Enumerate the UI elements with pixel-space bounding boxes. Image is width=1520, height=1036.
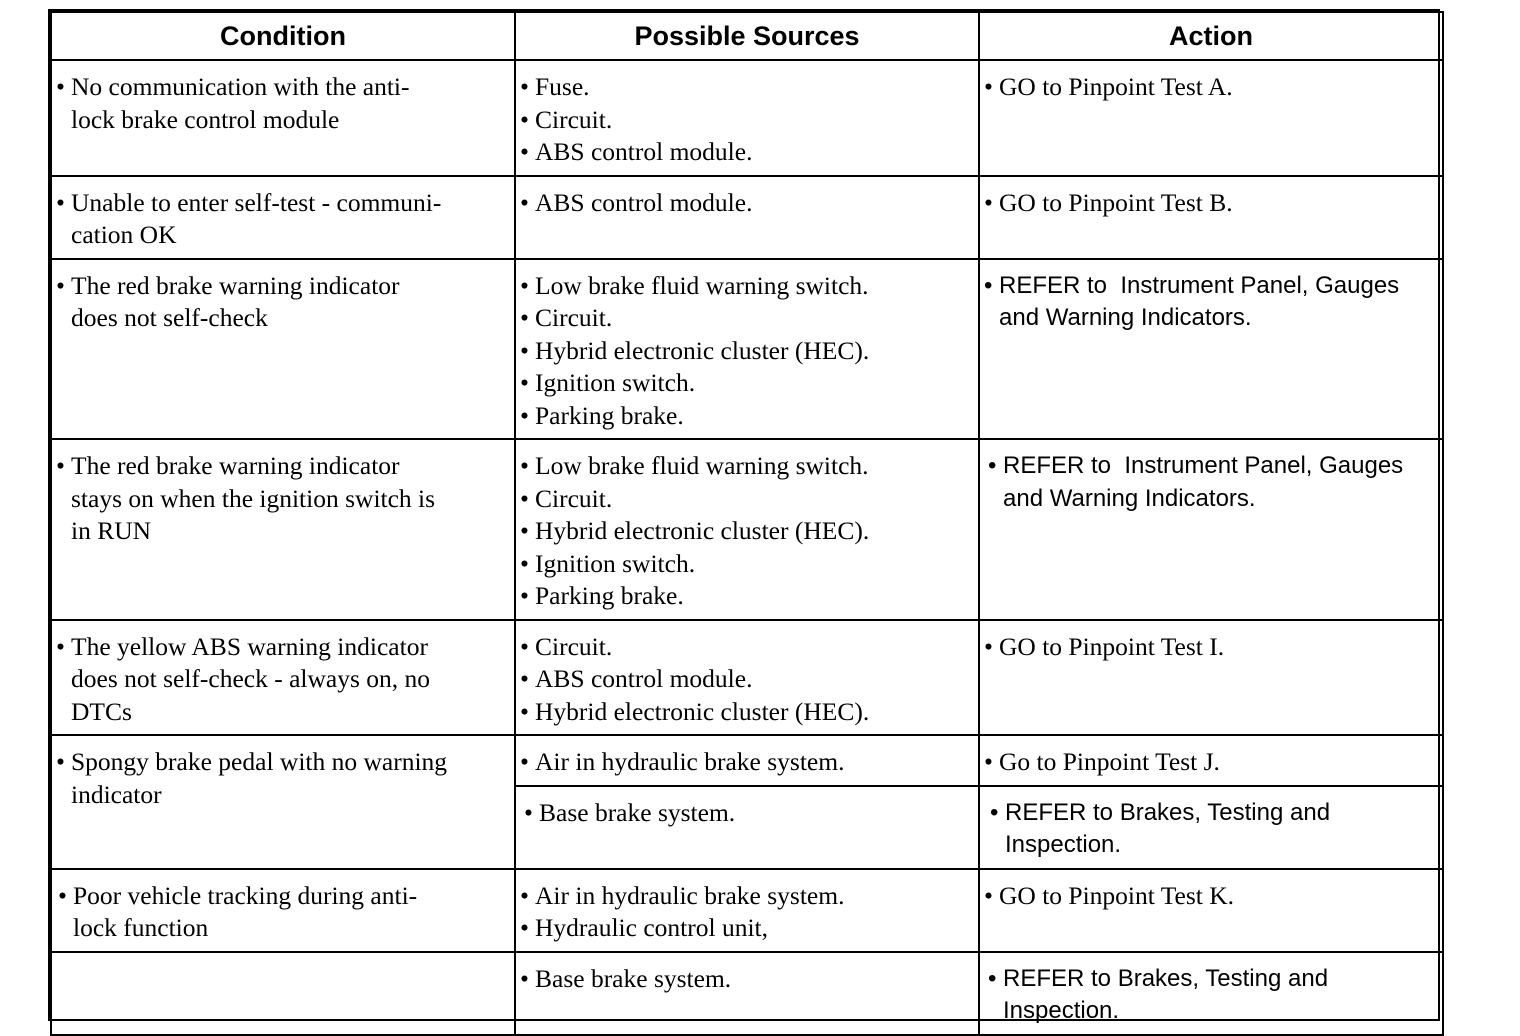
bullet-icon: • (520, 696, 529, 726)
bullet-icon: • (520, 303, 529, 332)
source-item: Hydraulic control unit, (535, 913, 768, 942)
condition-text: Unable to enter self-test - communi- (71, 187, 442, 217)
bullet-icon: • (56, 270, 65, 300)
table-row (51, 60, 1443, 176)
bullet-icon: • (520, 516, 529, 545)
action-text: REFER to Brakes, Testing and (1003, 964, 1329, 992)
source-item: ABS control module. (535, 664, 753, 693)
condition-cell (51, 60, 515, 176)
bullet-icon: • (988, 452, 997, 479)
action-text: REFER to Instrument Panel, Gauges (999, 271, 1400, 299)
bullet-icon: • (984, 631, 993, 661)
table-row (51, 439, 1443, 620)
condition-text: The red brake warning indicator (71, 451, 400, 480)
bullet-icon: • (984, 271, 993, 299)
bullet-icon: • (984, 187, 993, 217)
bullet-icon: • (56, 747, 65, 776)
header-condition: Condition (51, 12, 515, 60)
bullet-icon: • (56, 72, 65, 101)
source-item: Base brake system. (535, 963, 732, 993)
bullet-icon: • (520, 451, 529, 480)
action-text: GO to Pinpoint Test K. (999, 880, 1235, 910)
source-item: Air in hydraulic brake system. (535, 747, 845, 776)
bullet-icon: • (520, 368, 529, 397)
condition-text: stays on when the ignition switch is (71, 483, 436, 513)
source-item: Hybrid electronic cluster (HEC). (535, 335, 870, 365)
bullet-icon: • (520, 335, 529, 365)
condition-text: indicator (71, 779, 162, 809)
condition-text: in RUN (71, 516, 152, 545)
source-item: ABS control module. (535, 137, 753, 166)
condition-text: Poor vehicle tracking during anti- (73, 880, 418, 910)
condition-cell (51, 259, 515, 440)
bullet-icon: • (988, 964, 997, 992)
bullet-icon: • (984, 72, 993, 101)
action-text: GO to Pinpoint Test B. (999, 187, 1233, 217)
sources-cell (515, 786, 979, 869)
action-cell (979, 176, 1443, 259)
table-row (51, 735, 1443, 786)
source-item: ABS control module. (535, 187, 753, 217)
condition-cell (51, 439, 515, 620)
action-cell (979, 439, 1443, 620)
header-possible-sources: Possible Sources (515, 12, 979, 60)
sources-cell (515, 439, 979, 620)
bullet-icon: • (520, 913, 529, 942)
action-text: and Warning Indicators. (999, 304, 1252, 331)
bullet-icon: • (520, 963, 529, 993)
action-text: GO to Pinpoint Test I. (999, 631, 1225, 661)
condition-text: Spongy brake pedal with no warning (71, 747, 448, 776)
source-item: Circuit. (535, 483, 613, 513)
bullet-icon: • (520, 631, 529, 661)
condition-text: lock function (73, 913, 209, 942)
bullet-icon: • (520, 747, 529, 776)
bullet-icon: • (520, 137, 529, 166)
bullet-icon: • (984, 880, 993, 910)
symptom-chart-table (50, 11, 1444, 1036)
table-row (51, 259, 1443, 440)
bullet-icon: • (58, 880, 67, 910)
sources-cell (515, 620, 979, 736)
source-item: Base brake system. (539, 797, 736, 827)
condition-text: lock brake control module (71, 104, 340, 134)
source-item: Parking brake. (535, 581, 684, 610)
source-item: Hybrid electronic cluster (HEC). (535, 696, 870, 726)
bullet-icon: • (56, 187, 65, 217)
condition-cell (51, 620, 515, 736)
table-row (51, 952, 1443, 1035)
condition-text: No communication with the anti- (71, 72, 410, 101)
action-text: GO to Pinpoint Test A. (999, 72, 1233, 101)
condition-text: The yellow ABS warning indicator (71, 631, 428, 661)
sources-cell (515, 60, 979, 176)
condition-text: cation OK (71, 220, 177, 249)
sources-cell (515, 952, 979, 1035)
condition-text: DTCs (71, 696, 132, 726)
diagnosis-table-sheet (48, 9, 1440, 1024)
sources-cell (515, 176, 979, 259)
action-text: and Warning Indicators. (1003, 484, 1256, 512)
bullet-icon: • (56, 451, 65, 480)
sources-cell (515, 869, 979, 952)
action-text: Inspection. (1005, 831, 1122, 858)
sources-cell (515, 259, 979, 440)
bullet-icon: • (56, 631, 65, 661)
action-text: REFER to Brakes, Testing and (1005, 798, 1331, 826)
source-item: Parking brake. (535, 400, 684, 430)
action-cell (979, 952, 1443, 1035)
condition-cell (51, 176, 515, 259)
bullet-icon: • (520, 548, 529, 578)
bullet-icon: • (990, 798, 999, 826)
action-text: REFER to Instrument Panel, Gauges (1003, 452, 1404, 479)
table-row (51, 869, 1443, 952)
bullet-icon: • (520, 72, 529, 101)
source-item: Circuit. (535, 104, 613, 134)
table-row (51, 176, 1443, 259)
action-text: Go to Pinpoint Test J. (999, 747, 1220, 776)
condition-cell-empty (51, 952, 515, 1035)
source-item: Fuse. (535, 72, 590, 101)
source-item: Low brake fluid warning switch. (535, 270, 869, 300)
condition-cell (51, 735, 515, 869)
condition-cell (51, 869, 515, 952)
action-cell (979, 735, 1443, 786)
action-cell (979, 60, 1443, 176)
source-item: Ignition switch. (535, 548, 696, 578)
action-cell (979, 786, 1443, 869)
bullet-icon: • (520, 880, 529, 910)
table-header-row (51, 12, 1443, 60)
source-item: Hybrid electronic cluster (HEC). (535, 516, 870, 545)
source-item: Low brake fluid warning switch. (535, 451, 869, 480)
source-item: Circuit. (535, 303, 613, 332)
bullet-icon: • (520, 270, 529, 300)
action-cell (979, 259, 1443, 440)
source-item: Air in hydraulic brake system. (535, 880, 845, 910)
table-row (51, 620, 1443, 736)
action-cell (979, 620, 1443, 736)
condition-text: The red brake warning indicator (71, 270, 400, 300)
bullet-icon: • (984, 747, 993, 776)
action-text: Inspection. (1003, 997, 1120, 1024)
sources-cell (515, 735, 979, 786)
header-action: Action (979, 12, 1443, 60)
bullet-icon: • (520, 581, 529, 610)
bullet-icon: • (520, 483, 529, 513)
bullet-icon: • (520, 187, 529, 217)
source-item: Ignition switch. (535, 368, 696, 397)
source-item: Circuit. (535, 631, 613, 661)
condition-text: does not self-check (71, 303, 268, 332)
action-cell (979, 869, 1443, 952)
bullet-icon: • (520, 400, 529, 430)
bullet-icon: • (520, 104, 529, 134)
bullet-icon: • (520, 664, 529, 693)
condition-text: does not self-check - always on, no (71, 664, 431, 693)
bullet-icon: • (524, 797, 533, 827)
